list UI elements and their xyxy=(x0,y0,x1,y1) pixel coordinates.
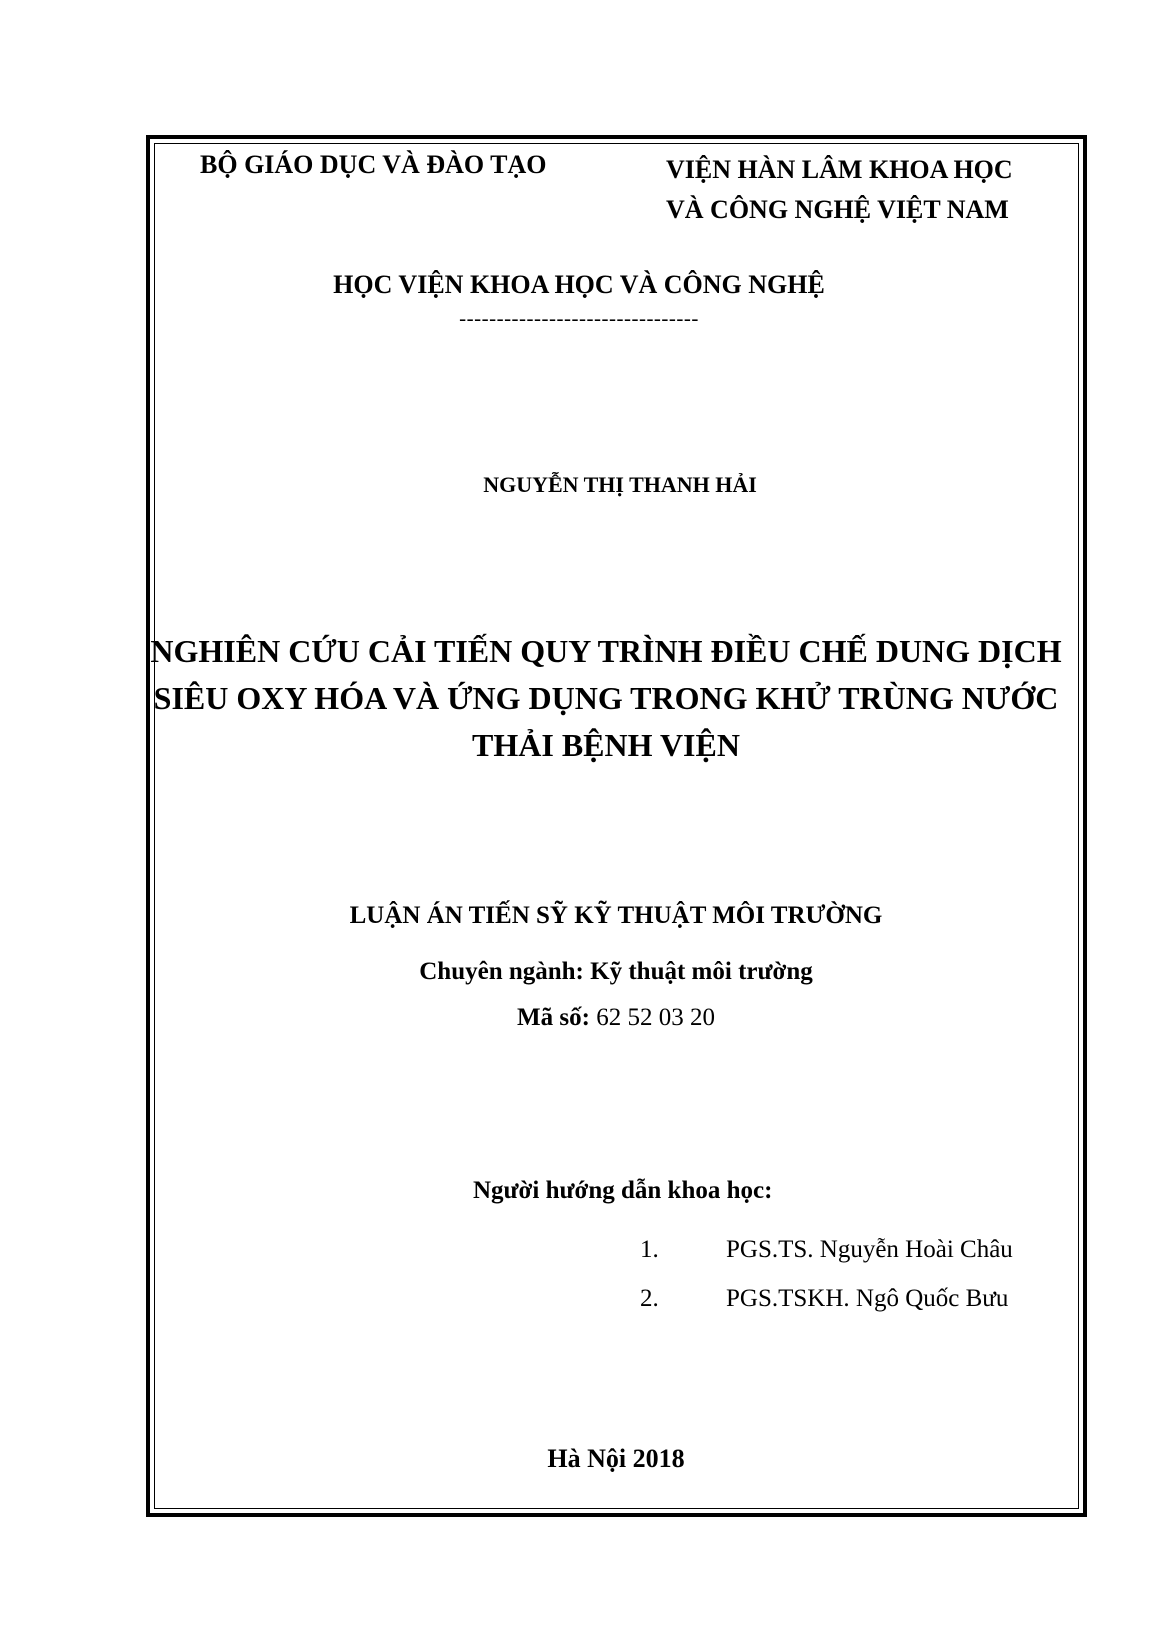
code-label: Mã số: xyxy=(517,1004,590,1031)
supervisor-name: PGS.TS. Nguyễn Hoài Châu xyxy=(726,1236,1013,1263)
thesis-title-line2: SIÊU OXY HÓA VÀ ỨNG DỤNG TRONG KHỬ TRÙNG NƯỚC xyxy=(153,680,1059,716)
supervisor-number: 1. xyxy=(640,1236,659,1263)
author-name: NGUYỄN THỊ THANH HẢI xyxy=(483,472,757,497)
academy-heading-line1: VIỆN HÀN LÂM KHOA HỌC xyxy=(666,155,1013,184)
institute-heading: HỌC VIỆN KHOA HỌC VÀ CÔNG NGHỆ xyxy=(333,270,825,299)
major-value: Kỹ thuật môi trường xyxy=(590,958,813,985)
major-line xyxy=(0,958,1158,986)
supervisor-name: PGS.TSKH. Ngô Quốc Bưu xyxy=(726,1285,1009,1312)
thesis-title-line1: NGHIÊN CỨU CẢI TIẾN QUY TRÌNH ĐIỀU CHẾ DUNG DỊCH xyxy=(150,633,1062,669)
code-value: 62 52 03 20 xyxy=(596,1004,715,1031)
supervisors-label: Người hướng dẫn khoa học: xyxy=(473,1177,773,1204)
ministry-heading: BỘ GIÁO DỤC VÀ ĐÀO TẠO xyxy=(200,150,547,179)
academy-heading xyxy=(666,150,1013,230)
supervisor-number: 2. xyxy=(640,1285,659,1312)
thesis-title-line3: THẢI BỆNH VIỆN xyxy=(472,727,740,763)
academy-heading-line2: VÀ CÔNG NGHỆ VIỆT NAM xyxy=(666,195,1009,224)
place-and-year: Hà Nội 2018 xyxy=(547,1444,685,1473)
code-line xyxy=(0,1004,1158,1032)
thesis-title xyxy=(0,628,1158,769)
thesis-type: LUẬN ÁN TIẾN SỸ KỸ THUẬT MÔI TRƯỜNG xyxy=(349,902,883,929)
separator-line: -------------------------------- xyxy=(459,306,699,330)
major-label: Chuyên ngành: xyxy=(419,958,584,985)
